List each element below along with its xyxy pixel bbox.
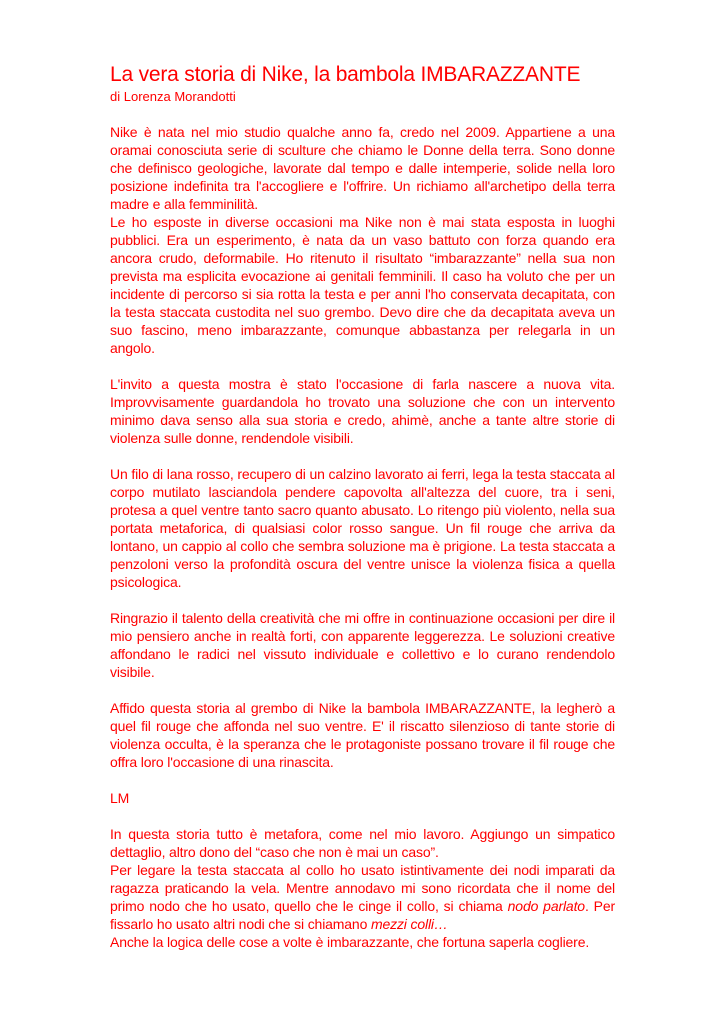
paragraph-1: Nike è nata nel mio studio qualche anno fa, credo nel 2009. Appartiene a una oramai conosciuta serie di sculture che chiamo le Donne della terra. Sono donne che definisco geologiche, lavorate dal tempo e dalle intemperie, solide nella loro posizione indefinita tra l'accogliere e l'offrire. Un richiamo all'archetipo della terra madre e alla femminilità. (110, 124, 615, 212)
document-author: di Lorenza Morandotti (110, 89, 236, 104)
paragraph-8-text-1: Per legare la testa staccata al collo ho usato istintivamente dei nodi imparati da ragazza praticando la vela. Mentre annodavo mi sono ricordata che il nome del primo nodo che ho usato, quello che le cinge il collo, si chiama (110, 862, 615, 914)
paragraph-8-italic-1: nodo parlato (507, 898, 585, 914)
document-title: La vera storia di Nike, la bambola IMBARAZZANTE (110, 63, 581, 86)
signature: LM (110, 790, 130, 806)
paragraph-8 (110, 861, 615, 933)
paragraph-4: Un filo di lana rosso, recupero di un calzino lavorato ai ferri, lega la testa staccata al corpo mutilato lasciandola pendere capovolta all'altezza del cuore, tra i seni, protesa a quel ventre tanto sacro quanto abusato. Lo ritengo più violento, nella sua portata metaforica, di qualsiasi color rosso sangue. Un fil rouge che arriva da lontano, un cappio al collo che sembra soluzione ma è prigione. La testa staccata a penzoloni verso la profondità oscura del ventre unisce la violenza fisica a quella psicologica. (110, 466, 615, 590)
document-page (110, 62, 615, 951)
paragraph-3: L'invito a questa mostra è stato l'occasione di farla nascere a nuova vita. Improvvisamente guardandola ho trovato una soluzione che con un intervento minimo dava senso alla sua storia e credo, ahimè, anche a tante altre storie di violenza sulle donne, rendendole visibili. (110, 376, 615, 446)
paragraph-2: Le ho esposte in diverse occasioni ma Nike non è mai stata esposta in luoghi pubblici. Era un esperimento, è nata da un vaso battuto con forza quando era ancora crudo, deformabile. Ho ritenuto il risultato “imbarazzante” nella sua non prevista ma esplicita evocazione ai genitali femminili. Il caso ha voluto che per un incidente di percorso si sia rotta la testa e per anni l'ho conservata decapitata, con la testa staccata custodita nel suo grembo. Devo dire che da decapitata aveva un suo fascino, meno imbarazzante, comunque abbastanza per relegarla in un angolo. (110, 214, 615, 356)
paragraph-8-italic-2: mezzi colli… (370, 916, 448, 932)
paragraph-5: Ringrazio il talento della creatività che mi offre in continuazione occasioni per dire il mio pensiero anche in realtà forti, con apparente leggerezza. Le soluzioni creative affondano le radici nel vissuto individuale e collettivo e lo curano rendendolo visibile. (110, 610, 615, 680)
paragraph-8-text-2: . Per fissarlo ho usato altri nodi che si chiamano (110, 898, 615, 932)
paragraph-7: In questa storia tutto è metafora, come nel mio lavoro. Aggiungo un simpatico dettaglio, altro dono del “caso che non è mai un caso”. (110, 826, 615, 860)
paragraph-6: Affido questa storia al grembo di Nike la bambola IMBARAZZANTE, la legherò a quel fil rouge che affonda nel suo ventre. E' il riscatto silenzioso di tante storie di violenza occulta, è la speranza che le protagoniste possano trovare il fil rouge che offra loro l'occasione di una rinascita. (110, 700, 615, 770)
paragraph-9: Anche la logica delle cose a volte è imbarazzante, che fortuna saperla cogliere. (110, 934, 590, 950)
